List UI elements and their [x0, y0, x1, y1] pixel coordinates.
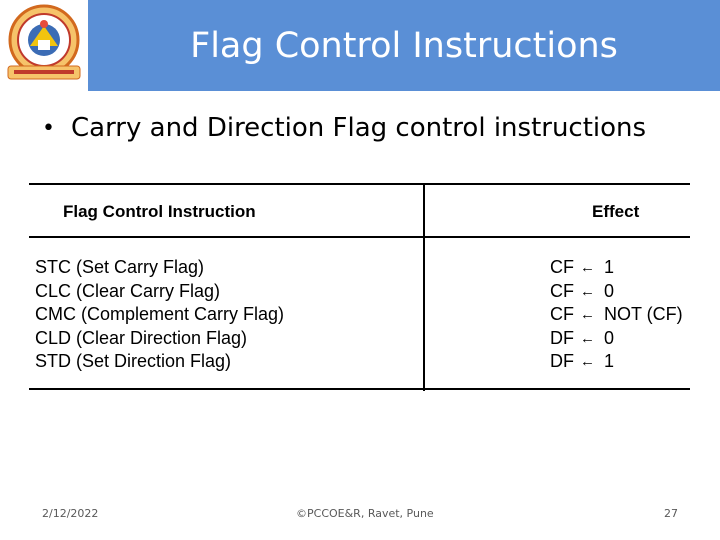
- page-title: Flag Control Instructions: [190, 25, 618, 66]
- effect-value: 1: [604, 257, 615, 277]
- effect-flag: CF: [550, 257, 574, 277]
- table-column-divider: [423, 183, 425, 391]
- table-row-instruction: CLD (Clear Direction Flag): [35, 327, 248, 348]
- table-header-rule: [29, 236, 690, 238]
- header-instruction: Flag Control Instruction: [63, 202, 256, 221]
- effect-flag: CF: [550, 280, 574, 301]
- left-arrow-icon: ←: [580, 353, 595, 370]
- instruction-column: [35, 256, 284, 374]
- effect-value: NOT (CF): [604, 304, 683, 324]
- table-row-instruction: CLC (Clear Carry Flag): [35, 280, 221, 301]
- table-row-instruction: STC (Set Carry Flag): [35, 257, 205, 277]
- footer-copyright: ©PCCOE&R, Ravet, Pune: [296, 507, 434, 520]
- table-row-instruction: STD (Set Direction Flag): [35, 351, 232, 371]
- college-emblem-icon: [0, 0, 88, 91]
- table-row-effect: [550, 280, 683, 304]
- effect-value: 1: [604, 351, 615, 371]
- table-top-rule: [29, 183, 690, 185]
- effect-value: 0: [604, 327, 615, 348]
- flag-control-table: [29, 183, 690, 391]
- table-bottom-rule: [29, 388, 690, 390]
- bullet-point: [42, 108, 646, 148]
- left-arrow-icon: ←: [580, 306, 595, 323]
- table-row-effect: [550, 327, 683, 351]
- left-arrow-icon: ←: [580, 259, 595, 276]
- effect-value: 0: [604, 280, 615, 301]
- table-row-instruction: CMC (Complement Carry Flag): [35, 304, 285, 324]
- left-arrow-icon: ←: [580, 282, 595, 300]
- footer-page-number: 27: [664, 507, 678, 520]
- bullet-icon: •: [42, 115, 55, 141]
- effect-flag: CF: [550, 304, 574, 324]
- table-row-effect: [550, 350, 683, 374]
- footer-date: 2/12/2022: [42, 507, 99, 520]
- effect-column: [550, 256, 683, 374]
- effect-flag: DF: [550, 351, 574, 371]
- table-row-effect: [550, 256, 683, 280]
- left-arrow-icon: ←: [580, 329, 595, 347]
- title-bar: [0, 0, 720, 91]
- header-effect: Effect: [592, 202, 640, 221]
- bullet-text: Carry and Direction Flag control instructions: [70, 113, 647, 143]
- table-row-effect: [550, 303, 683, 327]
- effect-flag: DF: [550, 327, 574, 348]
